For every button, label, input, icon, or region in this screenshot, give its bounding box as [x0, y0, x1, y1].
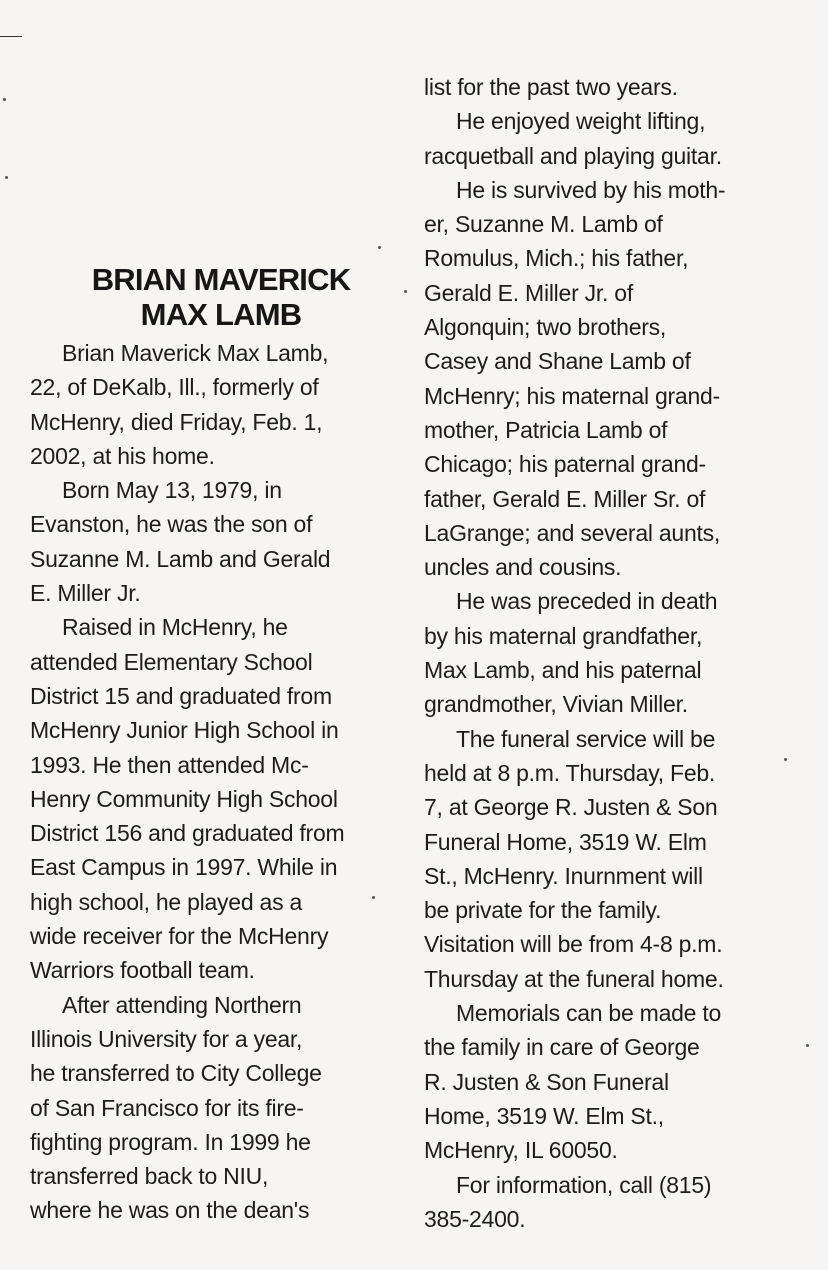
text-line: transferred back to NIU,	[30, 1163, 269, 1190]
print-speck	[806, 1044, 809, 1047]
print-speck	[5, 176, 8, 179]
text-line: McHenry; his maternal grand-	[424, 382, 720, 409]
text-line: Max Lamb, and his paternal	[424, 657, 702, 684]
text-line: 2002, at his home.	[30, 442, 215, 469]
text-line: Brian Maverick Max Lamb,	[62, 340, 329, 366]
text-line: fighting program. In 1999 he	[30, 1128, 311, 1155]
text-line: He is survived by his moth-	[456, 176, 726, 203]
text-line: 7, at George R. Justen & Son	[424, 794, 718, 821]
text-line: Home, 3519 W. Elm St.,	[424, 1102, 664, 1129]
text-line: Algonquin; two brothers,	[424, 314, 667, 341]
text-line: Illinois University for a year,	[30, 1025, 303, 1052]
text-line: uncles and cousins.	[424, 554, 622, 581]
text-line: 1993. He then attended Mc-	[30, 751, 309, 778]
text-line: Evanston, he was the son of	[30, 511, 313, 538]
text-line: St., McHenry. Inurnment will	[424, 862, 703, 889]
text-line: McHenry Junior High School in	[30, 717, 339, 744]
text-line: Thursday at the funeral home.	[424, 965, 724, 992]
text-line: wide receiver for the McHenry	[30, 923, 329, 950]
print-speck	[372, 896, 375, 899]
text-line: the family in care of George	[424, 1034, 700, 1061]
text-line: where he was on the dean's	[30, 1197, 310, 1224]
left-text-column	[30, 336, 402, 1228]
text-line: mother, Patricia Lamb of	[424, 416, 668, 443]
text-line: He enjoyed weight lifting,	[456, 108, 706, 135]
text-line: he transferred to City College	[30, 1060, 322, 1087]
text-line: Suzanne M. Lamb and Gerald	[30, 545, 331, 572]
text-line: held at 8 p.m. Thursday, Feb.	[424, 759, 716, 786]
text-line: Henry Community High School	[30, 785, 338, 812]
print-speck	[404, 290, 407, 293]
text-line: of San Francisco for its fire-	[30, 1094, 304, 1121]
text-line: For information, call (815)	[456, 1171, 712, 1198]
right-text-column	[424, 70, 816, 1236]
text-line: Funeral Home, 3519 W. Elm	[424, 828, 707, 855]
text-line: list for the past two years.	[424, 74, 678, 100]
text-line: racquetball and playing guitar.	[424, 142, 722, 169]
text-line: District 156 and graduated from	[30, 820, 345, 847]
obituary-headline	[60, 262, 382, 332]
text-line: 22, of DeKalb, Ill., formerly of	[30, 374, 319, 401]
text-line: He was preceded in death	[456, 588, 718, 615]
text-line: Romulus, Mich.; his father,	[424, 245, 689, 272]
text-line: by his maternal grandfather,	[424, 622, 703, 649]
text-line: Warriors football team.	[30, 957, 255, 984]
print-speck	[784, 758, 787, 761]
text-line: East Campus in 1997. While in	[30, 854, 338, 881]
corner-rule	[0, 36, 22, 37]
text-line: Chicago; his paternal grand-	[424, 451, 706, 478]
text-line: LaGrange; and several aunts,	[424, 519, 721, 546]
text-line: District 15 and graduated from	[30, 682, 332, 709]
text-line: Casey and Shane Lamb of	[424, 348, 691, 375]
text-line: Memorials can be made to	[456, 1000, 722, 1027]
text-line: Born May 13, 1979, in	[62, 477, 282, 504]
print-speck	[3, 98, 6, 101]
text-line: Visitation will be from 4-8 p.m.	[424, 931, 723, 958]
text-line: E. Miller Jr.	[30, 580, 141, 607]
text-line: McHenry, died Friday, Feb. 1,	[30, 408, 323, 435]
print-speck	[378, 246, 381, 249]
text-line: McHenry, IL 60050.	[424, 1137, 618, 1164]
text-line: R. Justen & Son Funeral	[424, 1068, 669, 1095]
text-line: The funeral service will be	[456, 725, 716, 752]
text-line: attended Elementary School	[30, 648, 313, 675]
text-line: 385-2400.	[424, 1205, 526, 1232]
text-line: After attending Northern	[62, 991, 302, 1018]
text-line: be private for the family.	[424, 897, 662, 924]
headline-line-2: MAX LAMB	[140, 297, 302, 332]
headline-line-1: BRIAN MAVERICK	[91, 262, 351, 297]
text-line: Gerald E. Miller Jr. of	[424, 279, 633, 306]
text-line: er, Suzanne M. Lamb of	[424, 211, 663, 238]
text-line: father, Gerald E. Miller Sr. of	[424, 485, 706, 512]
text-line: Raised in McHenry, he	[62, 614, 288, 641]
text-line: high school, he played as a	[30, 888, 303, 915]
text-line: grandmother, Vivian Miller.	[424, 691, 688, 718]
